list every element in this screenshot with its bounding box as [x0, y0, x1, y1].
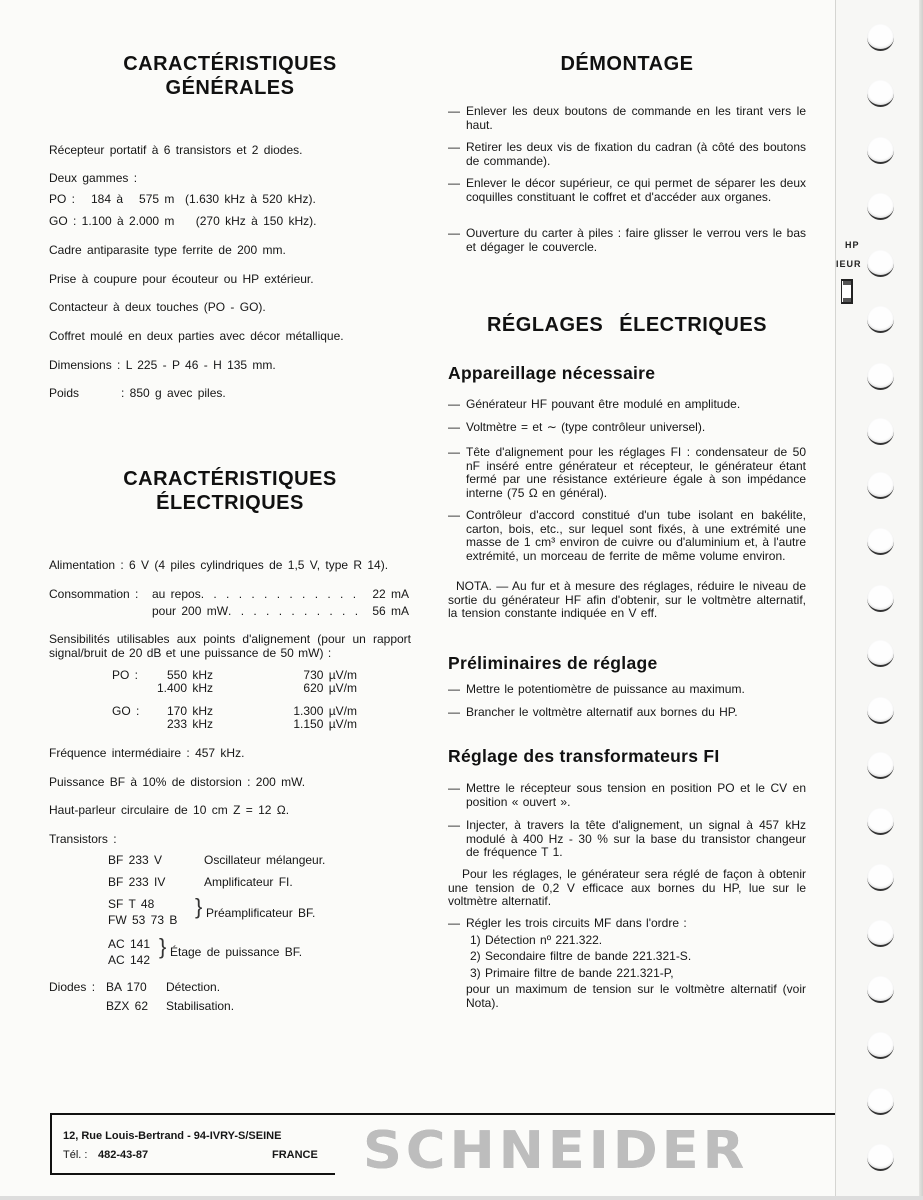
freq: 550 kHz [166, 668, 213, 682]
item-text: Enlever les deux boutons de commande en les tirant vers le haut. [466, 104, 806, 132]
punch-hole-icon [867, 472, 894, 499]
dash: — [448, 140, 460, 154]
preliminary-item [448, 683, 806, 697]
consumption-label: Consommation : [49, 587, 139, 601]
dimensions: Dimensions : L 225 - P 46 - H 135 mm. [49, 358, 276, 372]
side-label-hp: HP [845, 240, 860, 250]
if-frequency: Fréquence intermédiaire : 457 kHz. [49, 746, 245, 760]
punch-hole-icon [867, 976, 894, 1003]
page-bottom-edge [0, 1196, 923, 1200]
punch-hole-icon [867, 1032, 894, 1059]
weight-label: Poids [49, 386, 80, 400]
disassembly-item [448, 227, 806, 254]
band-go: GO : [112, 704, 140, 718]
punch-hole-icon [867, 920, 894, 947]
if-item [448, 782, 806, 809]
item-text: Tête d'alignement pour les réglages FI : condensateur de 50 nF inséré entre générateur et récepteur, le générateur étant fermé par une résistance extérieure égale à son impédance interne (75 Ω en général). [466, 445, 806, 500]
transistor-ref: AC 142 [108, 953, 151, 967]
schneider-logo: SCHNEIDER [363, 1129, 749, 1173]
consumption-idle-label: au repos [152, 587, 201, 601]
transistor-role: Étage de puissance BF. [170, 945, 303, 959]
sensitivity-value: 620 µV/m [303, 681, 357, 695]
range-go: GO : 1.100 à 2.000 m (270 kHz à 150 kHz). [49, 214, 317, 228]
dash: — [448, 420, 460, 434]
punch-hole-icon [867, 250, 894, 277]
preliminary-heading: Préliminaires de réglage [448, 653, 658, 673]
if-order [448, 917, 806, 1010]
transistor-ref: BF 233 V [108, 853, 163, 867]
order-step: 3) Primaire filtre de bande 221.321-P, [470, 965, 674, 980]
punch-hole-icon [867, 697, 894, 724]
brace-icon: } [159, 934, 167, 959]
brace-icon: } [195, 894, 203, 919]
transistor-role: Préamplificateur BF. [206, 906, 316, 920]
adjustments-title: RÉGLAGES ÉLECTRIQUES [486, 314, 768, 336]
disassembly-title: DÉMONTAGE [560, 53, 694, 75]
item-text: Mettre le potentiomètre de puissance au maximum. [466, 682, 745, 696]
electrical-title-line1: CARACTÉRISTIQUES [123, 468, 337, 490]
item-text: Générateur HF pouvant être modulé en amplitude. [466, 397, 741, 411]
general-title [49, 52, 411, 100]
order-step: 1) Détection nº 221.322. [470, 932, 603, 947]
nota: NOTA. — Au fur et à mesure des réglages, réduire le niveau de sortie du générateur HF afin d'obtenir, sur le voltmètre alternatif, la tension constante indiquée en V eff. [448, 579, 806, 620]
transistor-role: Amplificateur FI. [204, 875, 293, 889]
if-note: Pour les réglages, le générateur sera réglé de façon à obtenir une tension de 0,2 V efficace aux bornes du HP, lue sur le voltmètre alternatif. [448, 867, 806, 908]
receiver-desc: Récepteur portatif à 6 transistors et 2 diodes. [49, 143, 303, 157]
if-transformers-heading: Réglage des transformateurs FI [448, 746, 720, 766]
sensitivity-value: 1.150 µV/m [293, 717, 357, 731]
ferrite-frame: Cadre antiparasite type ferrite de 200 mm. [49, 243, 286, 257]
electrical-title [49, 467, 411, 515]
transistor-role: Oscillateur mélangeur. [204, 853, 326, 867]
transistor-ref: BF 233 IV [108, 875, 166, 889]
item-text: Mettre le récepteur sous tension en position PO et le CV en position « ouvert ». [466, 781, 806, 809]
dash: — [448, 104, 460, 118]
preliminary-item [448, 706, 806, 720]
weight-value: : 850 g avec piles. [121, 386, 226, 400]
footer-tel-label: Tél. : [63, 1149, 88, 1161]
disassembly-item [448, 141, 806, 168]
page-edge [919, 0, 923, 1200]
freq: 1.400 kHz [156, 681, 213, 695]
leader-dots [201, 587, 367, 601]
side-label-ieur: IEUR [836, 259, 862, 269]
punch-hole-icon [867, 418, 894, 445]
punch-hole-icon [867, 24, 894, 51]
consumption-200mw-value: 56 mA [372, 604, 409, 618]
punch-hole-icon [867, 864, 894, 891]
transistor-ref: FW 53 73 B [108, 913, 178, 927]
dash: — [448, 916, 460, 930]
dash: — [448, 508, 460, 522]
consumption-idle-value: 22 mA [372, 587, 409, 601]
diodes-label: Diodes : [49, 980, 96, 994]
diode-role: Stabilisation. [166, 999, 235, 1013]
diode-ref: BA 170 [106, 980, 147, 994]
consumption-idle [152, 587, 409, 601]
side-switch-icon [841, 279, 853, 304]
if-item [448, 819, 806, 860]
item-text: Enlever le décor supérieur, ce qui permet de séparer les deux coquilles constituant le coffret et d'accéder aux organes. [466, 176, 806, 204]
electrical-title-line2: ÉLECTRIQUES [156, 492, 304, 514]
item-text: Brancher le voltmètre alternatif aux bornes du HP. [466, 705, 738, 719]
footer-address: 12, Rue Louis-Bertrand - 94-IVRY-S/SEINE [63, 1130, 282, 1142]
speaker: Haut-parleur circulaire de 10 cm Z = 12 Ω. [49, 803, 290, 817]
transistor-ref: AC 141 [108, 937, 151, 951]
consumption-200mw-label: pour 200 mW [152, 604, 229, 618]
equipment-item [448, 446, 806, 500]
punch-hole-icon [867, 528, 894, 555]
address-box [50, 1113, 335, 1175]
item-text: Ouverture du carter à piles : faire glisser le verrou vers le bas et dégager le couvercle. [466, 226, 806, 254]
footer-tel: 482-43-87 [98, 1149, 149, 1161]
dash: — [448, 781, 460, 795]
footer-country: FRANCE [272, 1149, 318, 1161]
diode-role: Détection. [166, 980, 221, 994]
diode-ref: BZX 62 [106, 999, 149, 1013]
punch-hole-icon [867, 808, 894, 835]
equipment-item [448, 398, 806, 412]
equipment-heading: Appareillage nécessaire [448, 363, 656, 383]
punch-hole-icon [867, 306, 894, 333]
ranges-label: Deux gammes : [49, 171, 138, 185]
dash: — [448, 818, 460, 832]
earphone-jack: Prise à coupure pour écouteur ou HP extérieur. [49, 272, 314, 286]
dash: — [448, 445, 460, 459]
punch-hole-icon [867, 193, 894, 220]
punch-hole-icon [867, 640, 894, 667]
sensitivity-value: 1.300 µV/m [293, 704, 357, 718]
order-outro: pour un maximum de tension sur le voltmètre alternatif (voir Nota). [466, 982, 806, 1010]
bf-power: Puissance BF à 10% de distorsion : 200 mW. [49, 775, 306, 789]
dash: — [448, 682, 460, 696]
case-desc: Coffret moulé en deux parties avec décor métallique. [49, 329, 344, 343]
disassembly-item [448, 105, 806, 132]
general-title-line2: GÉNÉRALES [165, 77, 295, 99]
freq: 170 kHz [166, 704, 213, 718]
punch-hole-icon [867, 1144, 894, 1171]
footer-rule [335, 1113, 843, 1115]
item-text: Contrôleur d'accord constitué d'un tube isolant en bakélite, carton, bois, etc., sur lequel sont fixés, à une extrémité une masse de 1 cm³ environ de cuivre ou d'aluminium et, à l'autre extrémité, un morceau de ferrite de même volume environ. [466, 508, 806, 563]
punch-hole-icon [867, 752, 894, 779]
item-text: Injecter, à travers la tête d'alignement, un signal à 457 kHz modulé à 400 Hz - 30 % sur la base du transistor changeur de fréquence T 1. [466, 818, 806, 859]
leader-dots [228, 604, 366, 618]
item-text: Voltmètre = et ∼ (type contrôleur universel). [466, 420, 706, 434]
consumption-200mw [152, 604, 409, 618]
transistor-ref: SF T 48 [108, 897, 155, 911]
dash: — [448, 226, 460, 240]
punch-hole-icon [867, 137, 894, 164]
equipment-item [448, 509, 806, 563]
punch-hole-icon [867, 585, 894, 612]
band-po: PO : [112, 668, 139, 682]
transistors-label: Transistors : [49, 832, 117, 846]
power-supply: Alimentation : 6 V (4 piles cylindriques de 1,5 V, type R 14). [49, 558, 389, 572]
sensitivity-intro: Sensibilités utilisables aux points d'alignement (pour un rapport signal/bruit de 20 dB et une puissance de 50 mW) : [49, 632, 411, 660]
order-intro: Régler les trois circuits MF dans l'ordre : [466, 916, 687, 930]
punch-hole-icon [867, 363, 894, 390]
punch-hole-icon [867, 1088, 894, 1115]
dash: — [448, 176, 460, 190]
disassembly-item [448, 177, 806, 204]
punch-hole-icon [867, 80, 894, 107]
dash: — [448, 705, 460, 719]
band-switch: Contacteur à deux touches (PO - GO). [49, 300, 266, 314]
binding-strip [835, 0, 923, 1200]
equipment-item [448, 421, 806, 435]
general-title-line1: CARACTÉRISTIQUES [123, 53, 337, 75]
range-po: PO : 184 à 575 m (1.630 kHz à 520 kHz). [49, 192, 316, 206]
order-step: 2) Secondaire filtre de bande 221.321-S. [470, 949, 692, 963]
dash: — [448, 397, 460, 411]
freq: 233 kHz [166, 717, 213, 731]
sensitivity-value: 730 µV/m [303, 668, 357, 682]
item-text: Retirer les deux vis de fixation du cadran (à côté des boutons de commande). [466, 140, 806, 168]
